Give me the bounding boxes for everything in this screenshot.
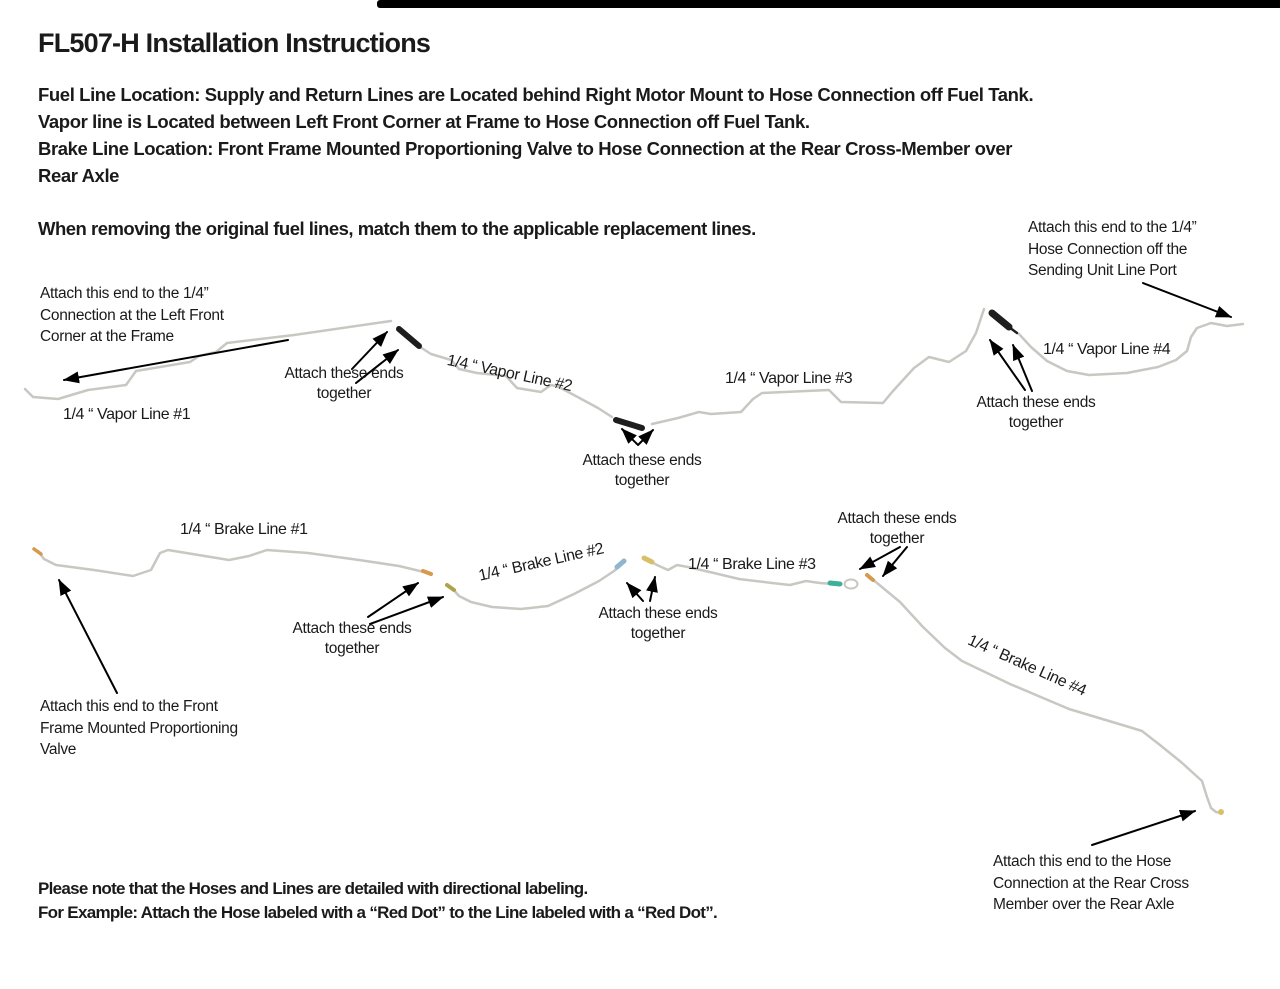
callout-line: Frame Mounted Proportioning bbox=[40, 719, 238, 737]
vapor-line-location-text: Vapor line is Located between Left Front Corner at Frame to Hose Connection off Fuel Tank. bbox=[38, 111, 810, 132]
callout-proportioning-valve bbox=[40, 696, 238, 761]
brake-line-location-text-2: Rear Axle bbox=[38, 165, 120, 186]
attach-note-line: Attach these ends bbox=[598, 605, 718, 622]
attach-note-line: Attach these ends bbox=[284, 365, 404, 382]
attach-note-line: together bbox=[869, 530, 925, 547]
callout-line: Attach this end to the Hose bbox=[993, 853, 1172, 870]
arrow-attach-v34-b bbox=[1013, 345, 1032, 391]
fitting-brake3-left bbox=[644, 558, 652, 562]
callout-line: Hose Connection off the bbox=[1028, 240, 1188, 258]
arrow-attach-b12-a bbox=[368, 583, 418, 617]
fitting-brake2-right bbox=[617, 561, 624, 567]
label-brake-line-3: 1/4 “ Brake Line #3 bbox=[688, 556, 816, 573]
fitting-brake4-top bbox=[867, 575, 873, 580]
brake-line-location-text: Brake Line Location: Front Frame Mounted Proportioning Valve to Hose Connection at the Rear Cross-Member over bbox=[38, 138, 1013, 159]
label-brake-line-4: 1/4 “ Brake Line #4 bbox=[965, 632, 1089, 700]
attach-note-line: Attach these ends bbox=[976, 394, 1096, 411]
match-instruction: When removing the original fuel lines, match them to the applicable replacement lines. bbox=[38, 218, 756, 239]
hose-connector-vapor-1-2 bbox=[399, 329, 419, 346]
callout-line: Attach this end to the 1/4” bbox=[40, 285, 209, 302]
fitting-brake3-right-band bbox=[830, 583, 840, 584]
attach-note-brake-3-4 bbox=[838, 509, 957, 549]
attach-note-line: together bbox=[324, 640, 380, 657]
attach-note-line: together bbox=[614, 472, 670, 489]
callout-line: Connection at the Left Front bbox=[40, 306, 224, 324]
directional-labeling-note bbox=[38, 877, 717, 925]
brake-line-4-path bbox=[871, 578, 1221, 813]
fuel-line-location-text: Fuel Line Location: Supply and Return Lines are Located behind Right Motor Mount to Hose Connection off Fuel Tank. bbox=[38, 84, 1034, 105]
vapor-line-3-path bbox=[652, 309, 984, 424]
attach-note-line: together bbox=[316, 385, 372, 402]
attach-note-line: together bbox=[630, 625, 686, 642]
attach-note-line: Attach these ends bbox=[582, 452, 702, 469]
label-vapor-line-4: 1/4 “ Vapor Line #4 bbox=[1043, 341, 1171, 358]
label-vapor-line-2: 1/4 “ Vapor Line #2 bbox=[445, 352, 574, 396]
fitting-brake2-left bbox=[447, 585, 454, 590]
attach-note-vapor-3-4 bbox=[977, 393, 1096, 433]
callout-sending-unit bbox=[1028, 217, 1197, 282]
callout-line: Sending Unit Line Port bbox=[1028, 262, 1177, 279]
callout-line: Valve bbox=[40, 741, 77, 758]
arrow-attach-b23-b bbox=[650, 577, 655, 601]
arrow-attach-b34-a bbox=[860, 547, 900, 569]
fitting-brake4-end bbox=[1218, 809, 1224, 815]
attach-note-brake-2-3 bbox=[599, 604, 718, 644]
arrow-sending-unit bbox=[1143, 283, 1231, 317]
callout-left-front-corner bbox=[40, 283, 224, 348]
arrow-rear-cross-member bbox=[1092, 811, 1195, 845]
attach-note-line: together bbox=[1008, 414, 1064, 431]
callout-line: Attach this end to the Front bbox=[40, 698, 218, 715]
hose-connector-vapor-3-4 bbox=[992, 313, 1009, 327]
arrow-attach-v34-a bbox=[990, 340, 1025, 390]
fitting-brake1-right bbox=[423, 571, 431, 574]
hose-connector-vapor-2-3 bbox=[616, 420, 642, 428]
location-paragraph bbox=[38, 81, 1033, 189]
arrow-attach-v23-b bbox=[638, 430, 653, 445]
arrow-proportioning-valve bbox=[59, 580, 117, 693]
callout-line: Member over the Rear Axle bbox=[993, 896, 1175, 913]
arrow-attach-b23-a bbox=[627, 583, 643, 601]
callout-line: Corner at the Frame bbox=[40, 328, 174, 345]
page-title: FL507-H Installation Instructions bbox=[38, 28, 431, 58]
attach-note-line: Attach these ends bbox=[837, 510, 957, 527]
label-vapor-line-1: 1/4 “ Vapor Line #1 bbox=[63, 406, 191, 423]
eyelet-brake3-end bbox=[845, 580, 858, 589]
note-line: Please note that the Hoses and Lines are detailed with directional labeling. bbox=[38, 879, 588, 898]
fitting-brake1-left bbox=[34, 549, 41, 554]
label-vapor-line-3: 1/4 “ Vapor Line #3 bbox=[725, 370, 853, 387]
callout-line: Connection at the Rear Cross bbox=[993, 874, 1189, 892]
attach-note-vapor-1-2 bbox=[285, 364, 404, 404]
attach-note-brake-1-2 bbox=[293, 619, 412, 659]
note-line: For Example: Attach the Hose labeled with a “Red Dot” to the Line labeled with a “Red Dot”. bbox=[38, 903, 718, 922]
brake-line-1-path bbox=[38, 550, 424, 576]
attach-note-line: Attach these ends bbox=[292, 620, 412, 637]
arrow-attach-b34-b bbox=[883, 547, 907, 576]
callout-line: Attach this end to the 1/4” bbox=[1028, 219, 1197, 236]
label-brake-line-1: 1/4 “ Brake Line #1 bbox=[180, 521, 308, 538]
label-brake-line-2: 1/4 “ Brake Line #2 bbox=[477, 540, 606, 585]
callout-rear-cross-member bbox=[993, 851, 1189, 916]
attach-note-vapor-2-3 bbox=[583, 451, 702, 491]
arrow-attach-v23-a bbox=[622, 429, 637, 444]
